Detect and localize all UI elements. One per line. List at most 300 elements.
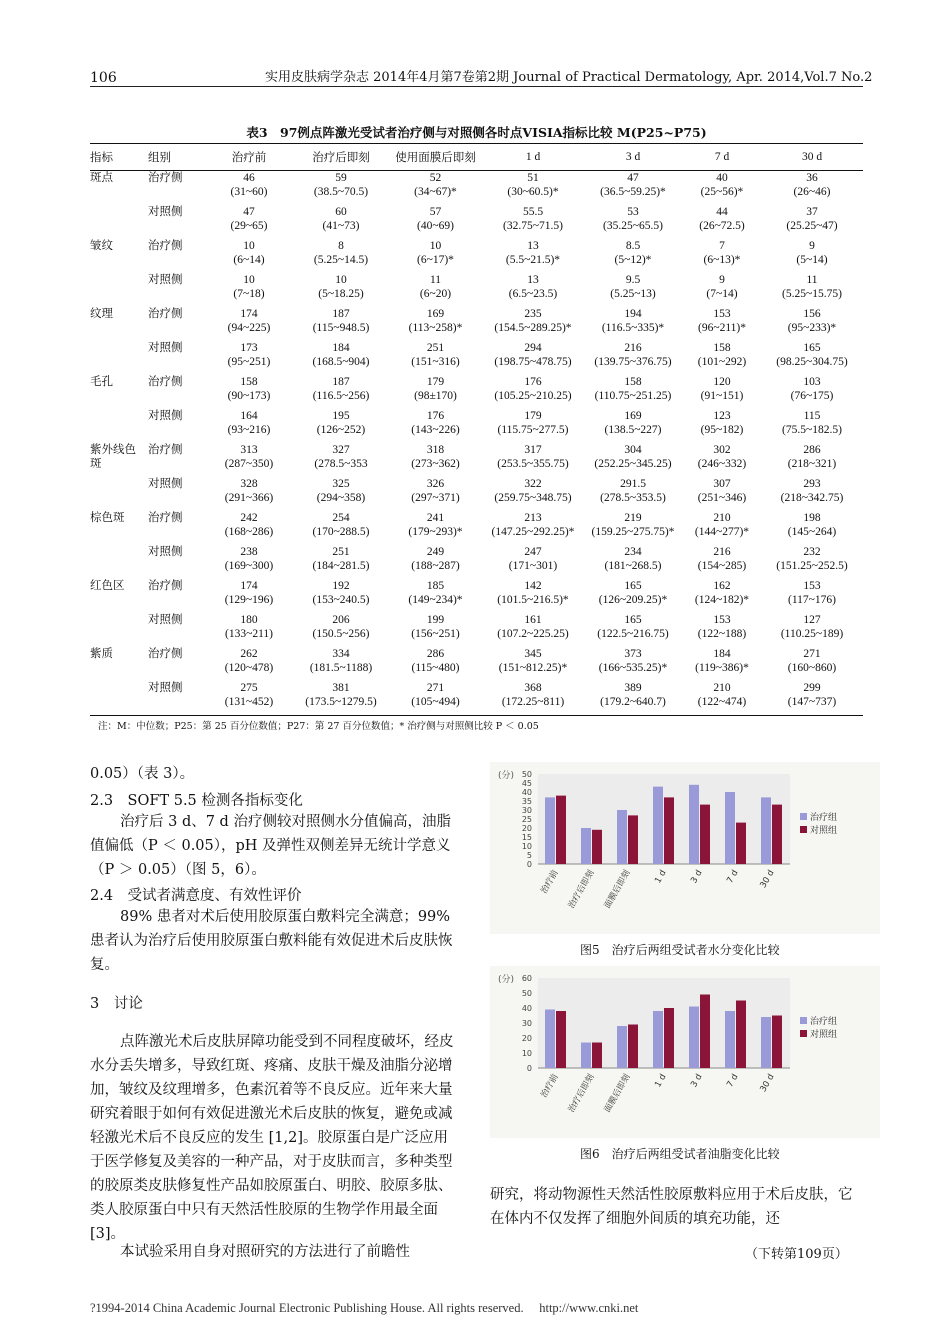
value-text: (25.25~47) (786, 220, 838, 232)
value-text: 219 (624, 512, 642, 524)
value-cell (583, 341, 683, 375)
water-bar-chart (490, 762, 880, 934)
group-cell: 对照侧 (148, 274, 183, 286)
y-tick-label: 45 (521, 779, 532, 788)
value-text: 123 (713, 410, 731, 422)
value-cell (583, 681, 683, 716)
value-text: 254 (332, 512, 350, 524)
value-text: 120 (713, 376, 731, 388)
continued-note: （下转第109页） (745, 1247, 848, 1262)
value-cell (294, 239, 388, 273)
bar (556, 1011, 566, 1068)
heading-2-4: 2.4 受试者满意度、有效性评价 (90, 888, 302, 904)
value-cell (761, 341, 863, 375)
value-cell (204, 341, 294, 375)
value-text: 9 (719, 274, 725, 286)
value-text: (252.25~345.25) (594, 458, 672, 470)
value-text: (6.5~23.5) (508, 288, 558, 300)
value-cell (683, 511, 761, 545)
value-text: 10 (243, 274, 255, 286)
category-label: 治疗后即刻 (566, 1072, 597, 1115)
value-cell (204, 239, 294, 273)
value-text: (105~494) (411, 696, 460, 708)
value-cell (761, 647, 863, 681)
value-cell (204, 409, 294, 443)
value-text: 216 (624, 342, 642, 354)
group-cell: 治疗侧 (148, 172, 183, 184)
value-text: 59 (335, 172, 347, 184)
category-label: 面膜后即刻 (602, 868, 633, 911)
value-cell (294, 511, 388, 545)
value-cell (483, 613, 583, 647)
value-cell (683, 239, 761, 273)
value-cell (294, 613, 388, 647)
value-text: (179.2~640.7) (600, 696, 666, 708)
bar (664, 797, 674, 864)
category-label: 7 d (725, 1072, 741, 1090)
value-text: 162 (713, 580, 731, 592)
group-cell: 治疗侧 (148, 308, 183, 320)
value-text: (143~226) (411, 424, 460, 436)
legend-swatch (800, 1030, 807, 1037)
indicator-cell: 皱纹 (90, 240, 113, 252)
value-text: 164 (240, 410, 258, 422)
value-cell (761, 409, 863, 443)
value-text: (101.5~216.5)* (497, 594, 569, 606)
value-cell (294, 477, 388, 511)
value-text: 368 (524, 682, 542, 694)
value-text: (5~12)* (614, 254, 652, 266)
value-text: 44 (716, 206, 728, 218)
value-text: 13 (527, 274, 539, 286)
legend-label: 治疗组 (810, 813, 838, 823)
y-tick-label: 10 (521, 1049, 532, 1058)
bar (689, 1007, 699, 1069)
value-text: 238 (240, 546, 258, 558)
value-text: 299 (803, 682, 821, 694)
value-text: 9.5 (625, 274, 641, 286)
value-text: 185 (426, 580, 445, 592)
value-cell (483, 477, 583, 511)
value-text: 55.5 (522, 206, 544, 218)
value-cell (483, 307, 583, 341)
value-text: 180 (240, 614, 258, 626)
bar (592, 1043, 602, 1069)
bar (628, 815, 638, 864)
value-text: (98±170) (414, 390, 457, 402)
value-text: 153 (803, 580, 821, 592)
value-cell (683, 273, 761, 307)
value-text: (75.5~182.5) (782, 424, 842, 436)
value-text: 57 (429, 206, 442, 218)
bar (617, 1026, 627, 1068)
group-cell: 对照侧 (148, 342, 183, 354)
value-cell (204, 443, 294, 477)
value-text: 328 (240, 478, 258, 490)
value-text: 179 (524, 410, 542, 422)
value-cell (483, 273, 583, 307)
value-cell (483, 171, 583, 206)
indicator-cell: 纹理 (90, 308, 113, 320)
value-text: (26~46) (793, 186, 831, 198)
value-cell (761, 171, 863, 206)
value-text: 325 (332, 478, 350, 490)
value-cell (583, 443, 683, 477)
value-text: 153 (713, 308, 731, 320)
value-text: 286 (426, 648, 445, 660)
y-tick-label: 40 (521, 788, 532, 797)
value-text: (116.5~256) (312, 390, 370, 402)
value-text: (273~362) (411, 458, 460, 470)
value-cell (761, 239, 863, 273)
value-text: (168~286) (224, 526, 274, 538)
value-text: (147.25~292.25)* (491, 526, 575, 538)
table-row (90, 205, 863, 239)
value-text: 307 (713, 478, 731, 490)
value-text: (172.25~811) (501, 696, 565, 708)
figure-5-caption: 图5 治疗后两组受试者水分变化比较 (580, 943, 780, 957)
value-text: (5.25~15.75) (782, 288, 842, 300)
bar (700, 805, 710, 864)
value-cell (683, 375, 761, 409)
value-cell (583, 579, 683, 613)
value-text: 304 (624, 444, 642, 456)
value-text: 322 (524, 478, 542, 490)
value-text: 345 (524, 648, 542, 660)
value-text: (153~240.5) (312, 594, 370, 606)
value-text: (160~860) (787, 662, 837, 674)
group-cell: 对照侧 (148, 410, 183, 422)
value-text: 195 (332, 410, 350, 422)
value-text: 326 (426, 478, 445, 490)
indicator-cell (90, 205, 142, 239)
para-right: 研究，将动物源性天然活性胶原敷料应用于术后皮肤，它在体内不仅发挥了细胞外间质的填充功能，还 (490, 1187, 853, 1227)
y-tick-label: 50 (521, 989, 532, 998)
value-text: (110.75~251.25) (594, 390, 672, 402)
bar (545, 797, 555, 864)
y-tick-label: 5 (526, 851, 532, 860)
value-cell (294, 273, 388, 307)
category-label: 3 d (689, 1072, 705, 1090)
value-cell (761, 443, 863, 477)
value-cell (761, 307, 863, 341)
value-text: 158 (240, 376, 258, 388)
value-cell (388, 545, 483, 579)
value-text: (35.25~65.5) (603, 220, 663, 232)
value-cell (204, 545, 294, 579)
value-text: (251~346) (697, 492, 747, 504)
value-text: (122.5~216.75) (597, 628, 669, 640)
legend-swatch (800, 813, 807, 820)
value-text: 198 (803, 512, 821, 524)
value-cell (204, 579, 294, 613)
y-tick-label: 10 (521, 842, 532, 851)
y-tick-label: 40 (521, 1004, 532, 1013)
value-text: 103 (803, 376, 821, 388)
value-text: (129~196) (224, 594, 274, 606)
value-text: 60 (335, 206, 347, 218)
value-text: (5~18.25) (318, 288, 364, 300)
value-cell (583, 273, 683, 307)
figure-6 (490, 966, 880, 1138)
value-text: (5.25~14.5) (313, 254, 369, 266)
value-cell (683, 307, 761, 341)
value-text: (291~366) (224, 492, 274, 504)
value-cell (761, 511, 863, 545)
value-text: (90~173) (227, 390, 271, 402)
value-cell (294, 647, 388, 681)
table-header-row (90, 144, 863, 171)
value-cell (483, 205, 583, 239)
value-cell (761, 205, 863, 239)
table-row (90, 477, 863, 511)
value-cell (583, 205, 683, 239)
value-text: (119~386)* (695, 662, 749, 674)
legend-label: 治疗组 (810, 1017, 838, 1027)
value-text: 153 (713, 614, 731, 626)
value-text: 11 (806, 274, 818, 286)
y-tick-label: 30 (521, 1019, 532, 1028)
value-text: 241 (426, 512, 445, 524)
value-text: (5.5~21.5)* (505, 254, 561, 266)
value-text: (36.5~59.25)* (600, 186, 666, 198)
bar (689, 785, 699, 864)
y-tick-label: 60 (521, 974, 532, 983)
value-text: (138.5~227) (604, 424, 662, 436)
copyright-footer: ?1994-2014 China Academic Journal Electronic Publishing House. All rights reserved. http://www.cnki.net (90, 1301, 639, 1315)
value-cell (388, 613, 483, 647)
y-tick-label: 50 (521, 770, 532, 779)
y-tick-label: 25 (521, 815, 532, 824)
para-method: 本试验采用自身对照研究的方法进行了前瞻性 (120, 1244, 410, 1260)
value-text: 247 (524, 546, 542, 558)
value-text: (278.5~353.5) (600, 492, 666, 504)
value-text: 234 (624, 546, 642, 558)
value-text: 8 (338, 240, 344, 252)
value-text: 53 (627, 206, 639, 218)
value-text: 317 (524, 444, 542, 456)
value-cell (761, 545, 863, 579)
indicator-cell: 棕色斑 (90, 512, 125, 524)
value-text: 176 (426, 410, 445, 422)
value-text: 10 (335, 274, 347, 286)
value-text: 206 (332, 614, 350, 626)
table-caption: 表3 97例点阵激光受试者治疗侧与对照侧各时点VISIA指标比较 M(P25~P75) (246, 125, 707, 140)
group-cell: 对照侧 (148, 546, 183, 558)
value-text: 174 (240, 308, 258, 320)
value-text: (98.25~304.75) (776, 356, 848, 368)
value-text: (5~14) (796, 254, 828, 266)
value-text: (159.25~275.75)* (591, 526, 675, 538)
value-cell (483, 341, 583, 375)
value-text: 251 (332, 546, 350, 558)
value-text: (115~948.5) (312, 322, 370, 334)
value-cell (388, 307, 483, 341)
value-text: 210 (713, 682, 731, 694)
value-text: 10 (429, 240, 442, 252)
value-text: 242 (240, 512, 258, 524)
value-text: 36 (806, 172, 818, 184)
column-header: 7 d (683, 144, 761, 171)
table-row (90, 171, 863, 206)
value-text: (278.5~353 (314, 458, 368, 470)
y-tick-label: 35 (521, 797, 532, 806)
value-text: 213 (524, 512, 542, 524)
value-text: 184 (713, 648, 731, 660)
legend-label: 对照组 (810, 1030, 838, 1040)
value-text: (133~211) (225, 628, 273, 640)
value-cell (583, 375, 683, 409)
value-text: (253.5~355.75) (497, 458, 569, 470)
value-text: (149~234)* (408, 594, 463, 606)
value-text: (198.75~478.75) (494, 356, 572, 368)
value-text: 184 (332, 342, 350, 354)
value-text: (95~182) (700, 424, 744, 436)
table-row (90, 273, 863, 307)
value-cell (204, 205, 294, 239)
bar (581, 828, 591, 864)
value-text: 173 (240, 342, 258, 354)
value-text: (294~358) (316, 492, 366, 504)
value-text: (169~300) (224, 560, 274, 572)
figure-5 (490, 762, 880, 934)
group-cell: 对照侧 (148, 478, 183, 490)
value-cell (204, 171, 294, 206)
y-tick-label: 0 (526, 860, 532, 869)
value-text: 235 (524, 308, 542, 320)
group-cell: 对照侧 (148, 206, 183, 218)
value-cell (683, 545, 761, 579)
value-text: 216 (713, 546, 731, 558)
value-text: (151~316) (411, 356, 460, 368)
value-text: (166~535.25)* (598, 662, 668, 674)
para-discussion: 点阵激光术后皮肤屏障功能受到不同程度破坏，经皮水分丢失增多，导致红斑、疼痛、皮肤干燥及油脂分泌增加，皱纹及纹理增多，色素沉着等不良反应。近年来大量研究着眼于如何有效促进激光术后皮肤的恢复，避免或减轻激光术后不良反应的发生 [1,2]。胶原蛋白是广泛应用于医学修复及美容的一种产品，对于皮肤而言，多种类型的胶原类皮肤修复性产品如胶原蛋白、明胶、胶原多肽、类人胶原蛋白中只有天然活性胶原的生物学作用最全面 [3]。 (90, 1034, 454, 1242)
value-text: (122~188) (697, 628, 747, 640)
para-continued: 0.05）（表 3）。 (90, 766, 195, 782)
indicator-cell (90, 273, 142, 307)
value-text: 8.5 (625, 240, 641, 252)
value-text: 165 (624, 580, 642, 592)
value-text: 165 (803, 342, 821, 354)
value-text: (107.2~225.25) (497, 628, 569, 640)
value-cell (204, 613, 294, 647)
value-cell (583, 409, 683, 443)
column-header: 3 d (583, 144, 683, 171)
value-text: 373 (624, 648, 642, 660)
value-text: (297~371) (411, 492, 460, 504)
category-label: 30 d (758, 868, 777, 890)
heading-2-3: 2.3 SOFT 5.5 检测各指标变化 (90, 793, 303, 809)
value-text: (120~478) (224, 662, 274, 674)
group-cell: 对照侧 (142, 681, 204, 716)
value-text: 51 (527, 172, 539, 184)
bar (761, 1017, 771, 1068)
value-cell (388, 273, 483, 307)
value-text: (96~211)* (698, 322, 746, 334)
legend-swatch (800, 826, 807, 833)
value-text: 313 (240, 444, 258, 456)
indicator-cell (90, 681, 142, 716)
value-cell (388, 579, 483, 613)
value-cell (761, 613, 863, 647)
indicator-cell: 毛孔 (90, 376, 113, 388)
value-text: 169 (624, 410, 642, 422)
value-text: 179 (426, 376, 445, 388)
value-text: 46 (243, 172, 255, 184)
value-text: 334 (332, 648, 350, 660)
value-text: 158 (713, 342, 731, 354)
value-text: (154.5~289.25)* (494, 322, 572, 334)
y-tick-label: 20 (521, 824, 532, 833)
bar (628, 1025, 638, 1069)
value-cell (388, 171, 483, 206)
table-row (90, 511, 863, 545)
heading-3: 3 讨论 (90, 996, 143, 1012)
value-text: 249 (426, 546, 445, 558)
value-text: (173.5~1279.5) (305, 696, 377, 708)
value-text: 142 (524, 580, 542, 592)
bar (592, 830, 602, 864)
value-cell (583, 171, 683, 206)
value-text: (122~474) (697, 696, 747, 708)
category-label: 7 d (725, 868, 741, 886)
value-cell (204, 273, 294, 307)
value-text: (218~321) (787, 458, 837, 470)
category-label: 1 d (653, 1072, 669, 1090)
value-cell (583, 239, 683, 273)
value-text: (38.5~70.5) (313, 186, 369, 198)
value-text: 158 (624, 376, 642, 388)
bar (653, 1011, 663, 1068)
category-label: 治疗前 (539, 868, 561, 896)
table-row (90, 613, 863, 647)
value-text: (116.5~335)* (601, 322, 665, 334)
value-text: (154~285) (697, 560, 747, 572)
table-row (90, 647, 863, 681)
value-text: (34~67)* (414, 186, 457, 198)
value-text: (287~350) (224, 458, 274, 470)
y-axis-label: (分) (498, 771, 515, 781)
value-cell (483, 409, 583, 443)
value-cell (388, 681, 483, 716)
value-text: 389 (624, 682, 642, 694)
value-text: (115~480) (411, 662, 460, 674)
value-text: (94~225) (227, 322, 271, 334)
value-text: (144~277)* (694, 526, 750, 538)
value-text: 302 (713, 444, 731, 456)
value-cell (388, 205, 483, 239)
value-text: (115.75~277.5) (497, 424, 569, 436)
value-text: 187 (332, 376, 350, 388)
journal-header: 实用皮肤病学杂志 2014年4月第7卷第2期 Journal of Practical Dermatology, Apr. 2014,Vol.7 No.2 (265, 70, 873, 85)
legend-swatch (800, 1017, 807, 1024)
value-cell (583, 545, 683, 579)
value-text: (126~252) (316, 424, 366, 436)
value-text: 7 (719, 240, 725, 252)
bar (761, 797, 771, 864)
value-text: (32.75~71.5) (503, 220, 563, 232)
category-label: 3 d (689, 868, 705, 886)
value-cell (294, 307, 388, 341)
column-header: 使用面膜后即刻 (388, 144, 483, 171)
value-text: (31~60) (230, 186, 268, 198)
value-cell (683, 579, 761, 613)
value-cell (483, 511, 583, 545)
bar (700, 995, 710, 1069)
value-cell (483, 375, 583, 409)
value-cell (388, 409, 483, 443)
value-cell (388, 341, 483, 375)
